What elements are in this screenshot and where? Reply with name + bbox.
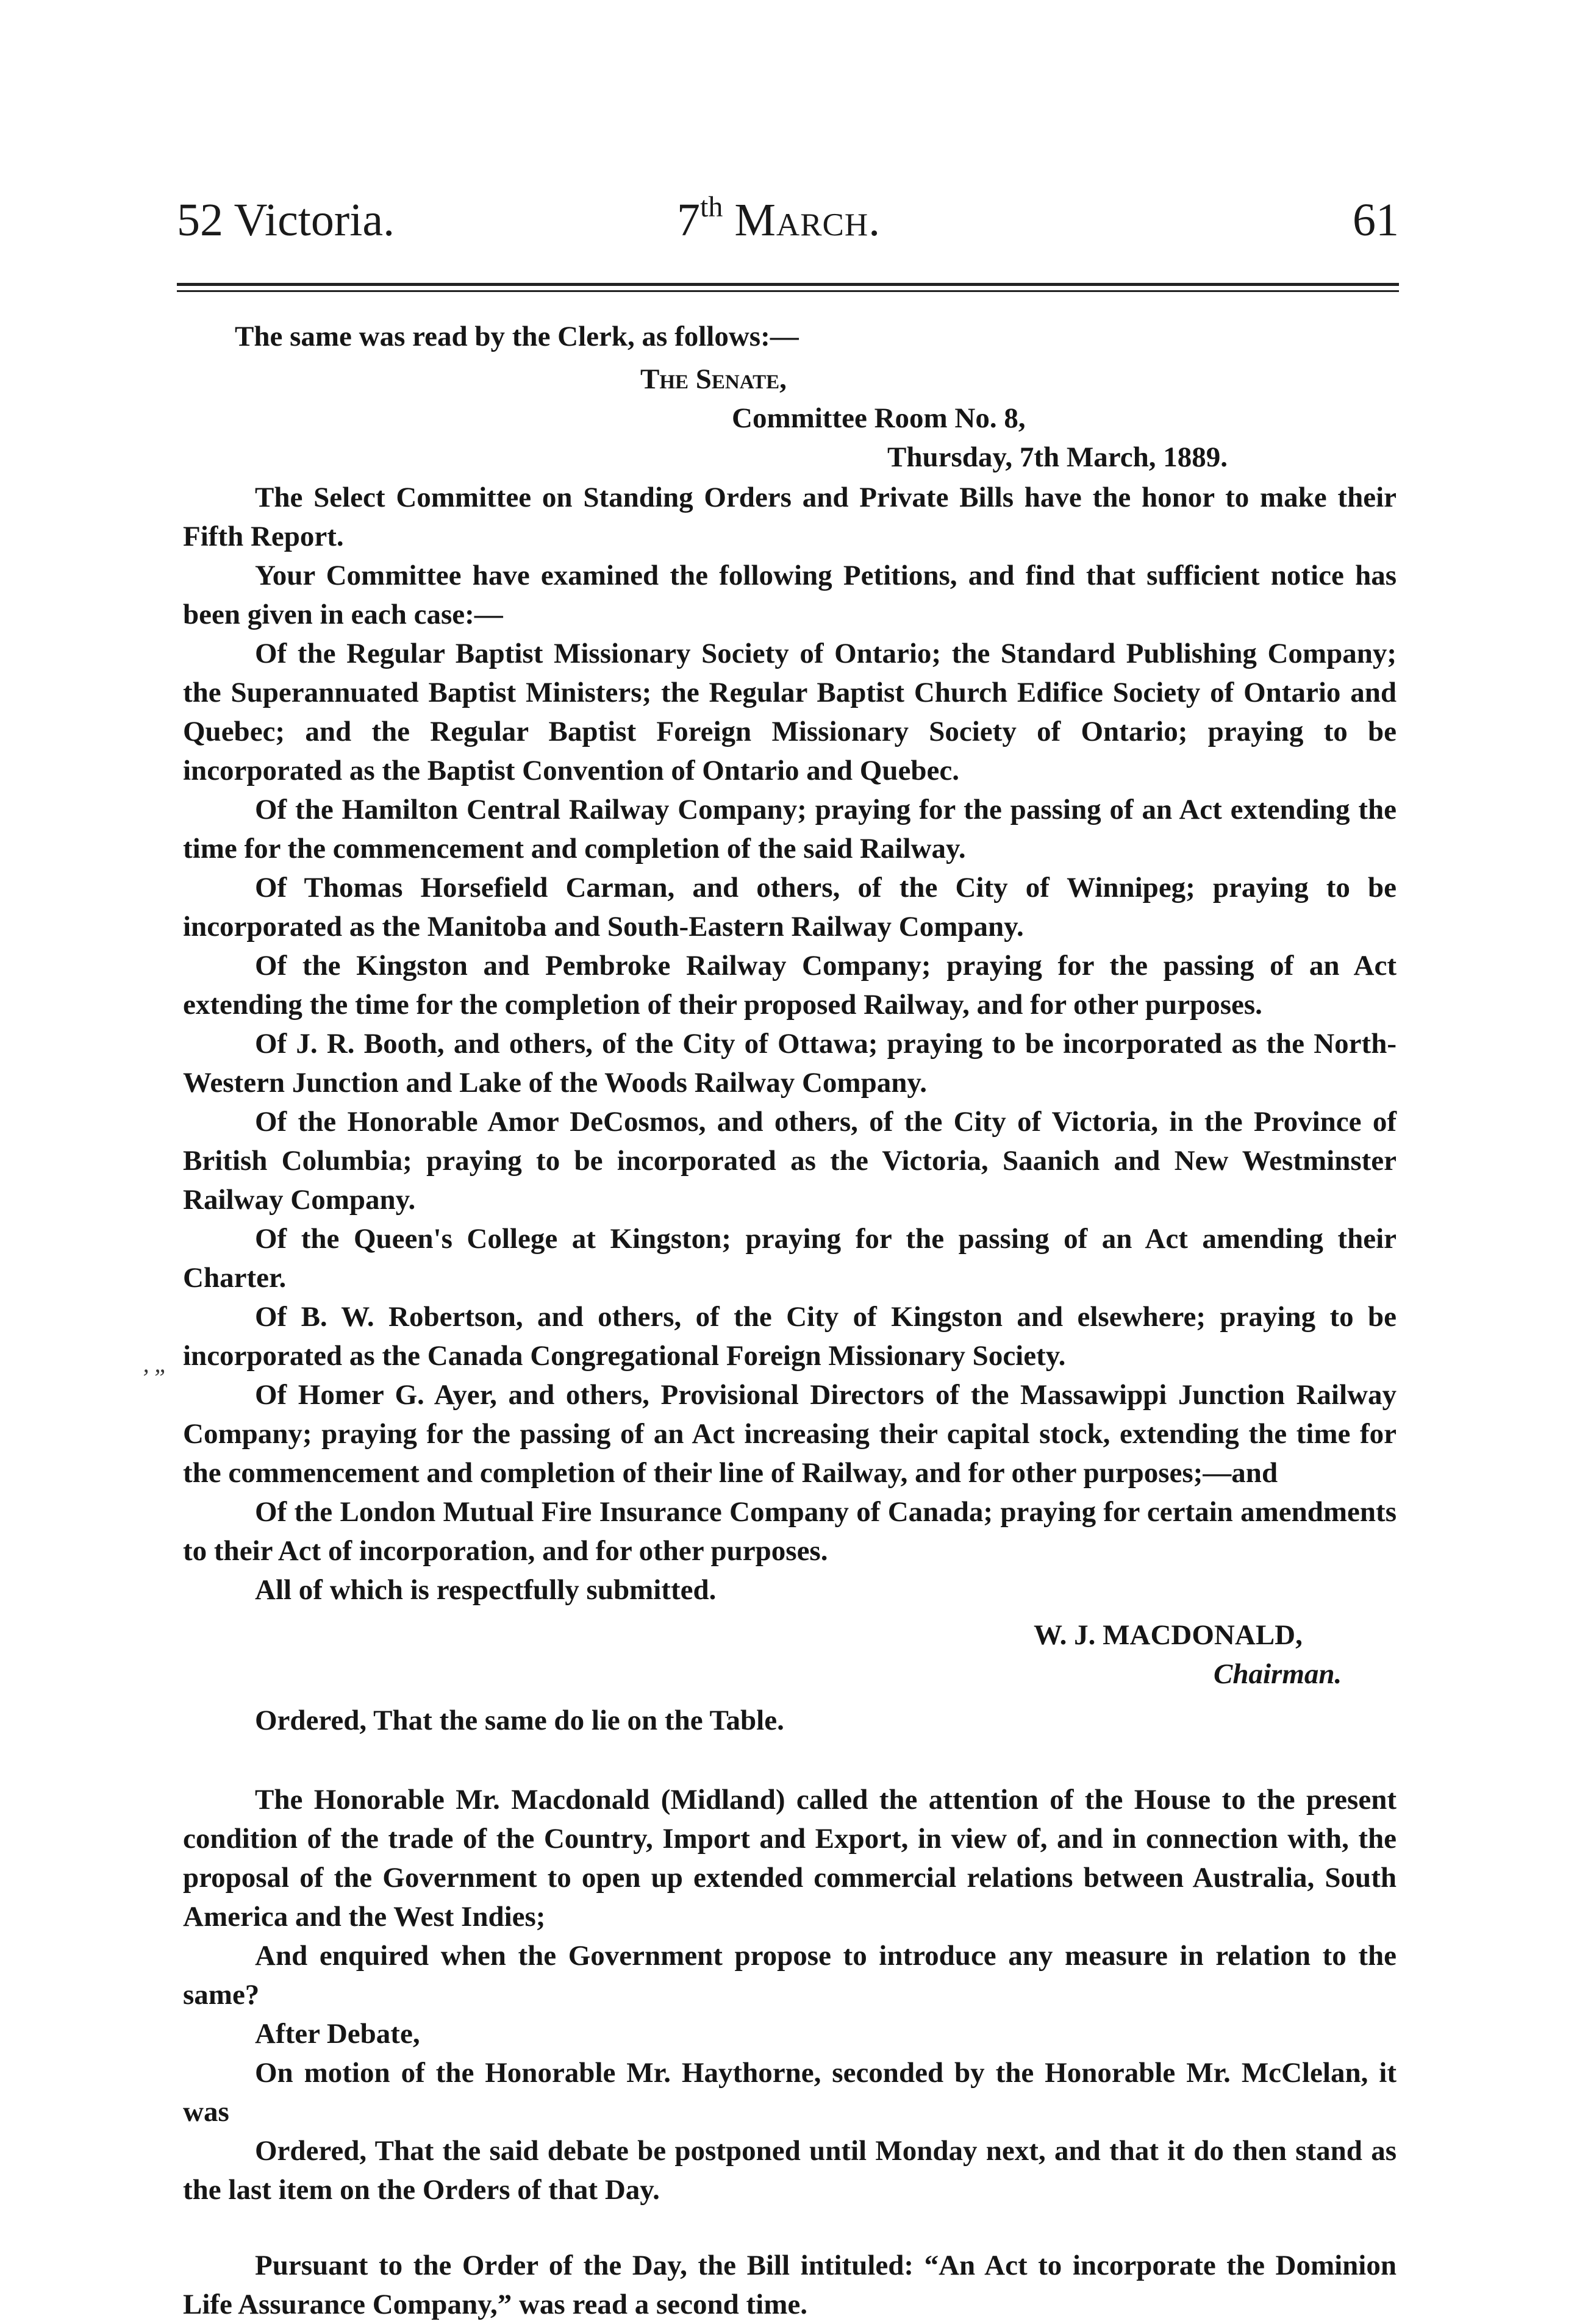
petition-item: Of Thomas Horsefield Carman, and others, of the City of Winnipeg; praying to be incorporated as the Manitoba and South-Eastern Railway Company. [183, 872, 1397, 943]
petition-item: Of J. R. Booth, and others, of the City of Ottawa; praying to be incorporated as the North-Western Junction and Lake of the Woods Railway Company. [183, 1028, 1397, 1099]
report-paragraph: The Select Committee on Standing Orders and Private Bills have the honor to make their Fifth Report. [183, 482, 1397, 552]
margin-mark: ’ ” [140, 1364, 166, 1391]
report-paragraph: Your Committee have examined the following Petitions, and find that sufficient notice has been given in each case:— [183, 560, 1397, 630]
petition-item: Of the Regular Baptist Missionary Society of Ontario; the Standard Publishing Company; the Superannuated Baptist Ministers; the Regular Baptist Church Edifice Society of Ontario and Quebec; and the Regular Baptist Foreign Missionary Society of Ontario; praying to be incorporated as the Baptist Convention of Ontario and Quebec. [183, 638, 1397, 786]
pursuant-order: Pursuant to the Order of the Day, the Bill intituled: “An Act to incorporate the Dominion Life Assurance Company,” was read a second time. [183, 2250, 1397, 2320]
after-debate: After Debate, [255, 2018, 420, 2050]
running-date-month: March. [734, 194, 881, 246]
petition-item: Of Homer G. Ayer, and others, Provisional Directors of the Massawippi Junction Railway Company; praying for the passing of an Act increasing their capital stock, extending the time for the commencement and completion of their line of Railway, and for other purposes;—and [183, 1379, 1397, 1489]
page-body [183, 317, 1397, 2324]
petition-item: Of the Kingston and Pembroke Railway Company; praying for the passing of an Act extending the time for the completion of their proposed Railway, and for other purposes. [183, 950, 1397, 1021]
header-rule-thick [177, 283, 1399, 286]
running-date-day: 7 [677, 194, 700, 246]
header-rule-thin [177, 290, 1399, 292]
section-gap [183, 2209, 1397, 2246]
running-date [677, 191, 881, 247]
petition-item: Of the Hamilton Central Railway Company; praying for the passing of an Act extending the time for the commencement and completion of the said Railway. [183, 794, 1397, 864]
section-gap [183, 1740, 1397, 1780]
report-heading-room: Committee Room No. 8, [732, 402, 1026, 434]
page-number: 61 [1353, 194, 1399, 246]
report-closing: All of which is respectfully submitted. [255, 1574, 717, 1606]
petition-item: Of the London Mutual Fire Insurance Company of Canada; praying for certain amendments to their Act of incorporation, and for other purposes. [183, 1496, 1397, 1567]
report-heading-date: Thursday, 7th March, 1889. [887, 441, 1228, 473]
petition-item: Of B. W. Robertson, and others, of the City of Kingston and elsewhere; praying to be incorporated as the Canada Congregational Foreign Missionary Society. [183, 1301, 1397, 1372]
ordered-table: Ordered, That the same do lie on the Table. [255, 1705, 784, 1736]
signature-name: W. J. MACDONALD, [1034, 1619, 1303, 1651]
regnal-year: 52 Victoria. [177, 194, 395, 246]
signature-title: Chairman. [1214, 1658, 1342, 1690]
running-date-suffix: th [700, 191, 723, 223]
macdonald-motion: The Honorable Mr. Macdonald (Midland) called the attention of the House to the present condition of the trade of the Country, Import and Export, in view of, and in connection with, the proposal of the Government to open up extended commercial relations between Australia, South America and the West Indies; [183, 1784, 1397, 1933]
enquiry: And enquired when the Government propose to introduce any measure in relation to the same? [183, 1940, 1397, 2011]
petition-item: Of the Queen's College at Kingston; praying for the passing of an Act amending their Charter. [183, 1223, 1397, 1294]
signature-block [183, 1616, 1397, 1701]
report-heading [183, 360, 1397, 477]
petition-item: Of the Honorable Amor DeCosmos, and others, of the City of Victoria, in the Province of British Columbia; praying to be incorporated as the Victoria, Saanich and New Westminster Railway Company. [183, 1106, 1397, 1216]
report-intro: The same was read by the Clerk, as follows:— [235, 321, 799, 352]
running-head [177, 191, 1399, 261]
haythorne-motion: On motion of the Honorable Mr. Haythorne, seconded by the Honorable Mr. McClelan, it was [183, 2057, 1397, 2128]
report-heading-senate: The Senate, [640, 363, 787, 395]
ordered-postponed: Ordered, That the said debate be postponed until Monday next, and that it do then stand as the last item on the Orders of that Day. [183, 2135, 1397, 2206]
